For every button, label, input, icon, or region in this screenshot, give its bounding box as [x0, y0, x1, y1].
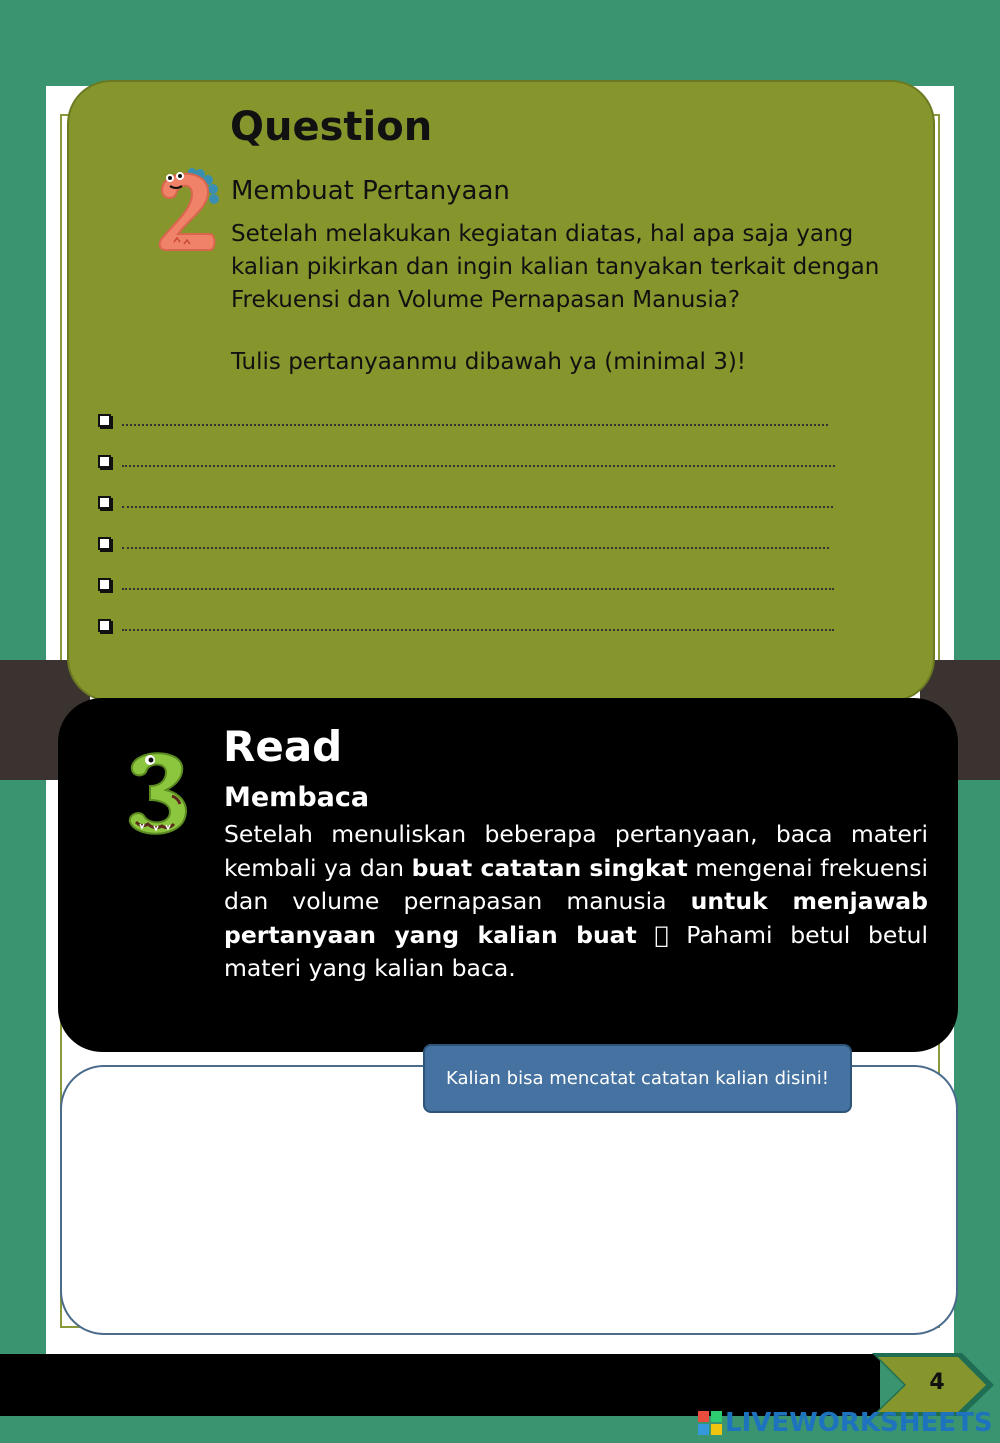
read-body-text-2: mengenai frekuensi dan volume pernapasan manusia [224, 853, 928, 915]
answer-input-5[interactable] [122, 578, 834, 590]
checkbox-icon [98, 578, 111, 591]
answer-input-4[interactable] [122, 537, 829, 549]
watermark-text: LIVEWORKSHEETS [725, 1408, 993, 1438]
notes-label: Kalian bisa mencatat catatan kalian disini! [423, 1044, 852, 1113]
answer-line-6[interactable] [98, 614, 834, 636]
question-instruction: Tulis pertanyaanmu dibawah ya (minimal 3)! [231, 349, 747, 375]
read-title: Read [223, 722, 343, 771]
question-subtitle: Membuat Pertanyaan [231, 176, 510, 206]
read-body-bold-2: untuk menjawab pertanyaan yang kalian buat [224, 887, 928, 949]
question-body: Setelah melakukan kegiatan diatas, hal apa saja yang kalian pikirkan dan ingin kalian tanyakan terkait dengan Frekuensi dan Volume Pernapasan Manusia? [231, 221, 880, 313]
checkbox-icon [98, 455, 111, 468]
read-subtitle: Membaca [224, 782, 370, 813]
read-body [224, 818, 928, 986]
number-three-monster-icon [122, 748, 194, 838]
answer-line-5[interactable] [98, 573, 834, 595]
page-number: 4 [929, 1370, 945, 1395]
answer-input-6[interactable] [122, 619, 834, 631]
watermark [698, 1408, 993, 1438]
read-body-bold-1: buat catatan singkat [411, 853, 688, 882]
read-body-text-1: Setelah menuliskan beberapa pertanyaan, baca materi kembali ya dan [224, 820, 928, 882]
footer-bar [0, 1354, 880, 1416]
answer-line-2[interactable] [98, 450, 835, 472]
answer-input-1[interactable] [122, 414, 828, 426]
answer-line-1[interactable] [98, 409, 828, 431]
question-title: Question [230, 104, 433, 150]
answer-input-3[interactable] [122, 496, 833, 508]
checkbox-icon [98, 414, 111, 427]
checkbox-icon [98, 496, 111, 509]
read-body-text-3: Pahami betul betul materi yang kalian baca. [224, 920, 928, 982]
checkbox-icon [98, 537, 111, 550]
answer-input-2[interactable] [122, 455, 835, 467]
number-two-monster-icon [150, 164, 222, 256]
liveworksheets-logo-icon [698, 1411, 722, 1435]
checkbox-icon [98, 619, 111, 632]
answer-line-3[interactable] [98, 491, 833, 513]
answer-line-4[interactable] [98, 532, 829, 554]
